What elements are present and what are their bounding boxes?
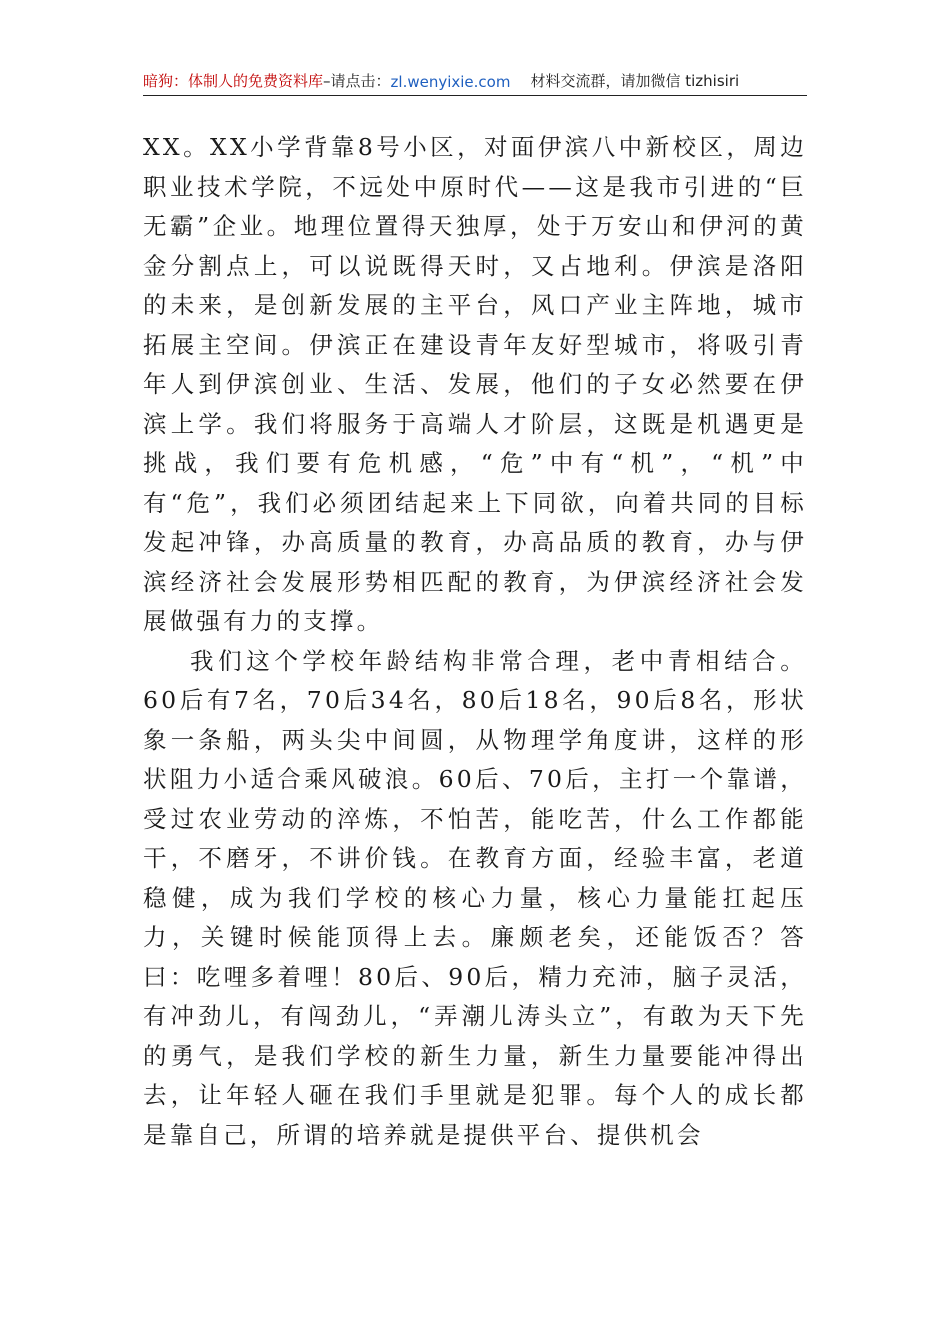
paragraph-continued: XX。XX小学背靠8号小区，对面伊滨八中新校区，周边职业技术学院，不远处中原时代——这是我市引进的“巨无霸”企业。地理位置得天独厚，处于万安山和伊河的黄金分割点上，可以说既得天时，又占地利。伊滨是洛阳的未来，是创新发展的主平台，风口产业主阵地，城市拓展主空间。伊滨正在建设青年友好型城市，将吸引青年人到伊滨创业、生活、发展，他们的子女必然要在伊滨上学。我们将服务于高端人才阶层，这既是机遇更是挑战，我们要有危机感，“危”中有“机”，“机”中有“危”，我们必须团结起来上下同欲，向着共同的目标发起冲锋，办高质量的教育，办高品质的教育，办与伊滨经济社会发展形势相匹配的教育，为伊滨经济社会发展做强有力的支撑。	[143, 133, 807, 635]
page-header	[143, 66, 807, 96]
header-wechat-text: 材料交流群，请加微信 tizhisiri	[530, 72, 740, 90]
header-prompt-text: –请点击：	[323, 72, 391, 90]
document-body	[143, 128, 807, 1155]
paragraph-age-structure: 我们这个学校年龄结构非常合理，老中青相结合。60后有7名，70后34名，80后18名，90后8名，形状象一条船，两头尖中间圆，从物理学角度讲，这样的形状阻力小适合乘风破浪。60后、70后，主打一个靠谱，受过农业劳动的淬炼，不怕苦，能吃苦，什么工作都能干，不磨牙，不讲价钱。在教育方面，经验丰富，老道稳健，成为我们学校的核心力量，核心力量能扛起压力，关键时候能顶得上去。廉颇老矣，还能饭否？答曰：吃哩多着哩！80后、90后，精力充沛，脑子灵活，有冲劲儿，有闯劲儿，“弄潮儿涛头立”，有敢为天下先的勇气，是我们学校的新生力量，新生力量要能冲得出去，让年轻人砸在我们手里就是犯罪。每个人的成长都是靠自己，所谓的培养就是提供平台、提供机会	[143, 646, 807, 1149]
header-brand-text: 暗狗：体制人的免费资料库	[143, 72, 324, 90]
header-website-link[interactable]: zl.wenyixie.com	[390, 73, 511, 91]
